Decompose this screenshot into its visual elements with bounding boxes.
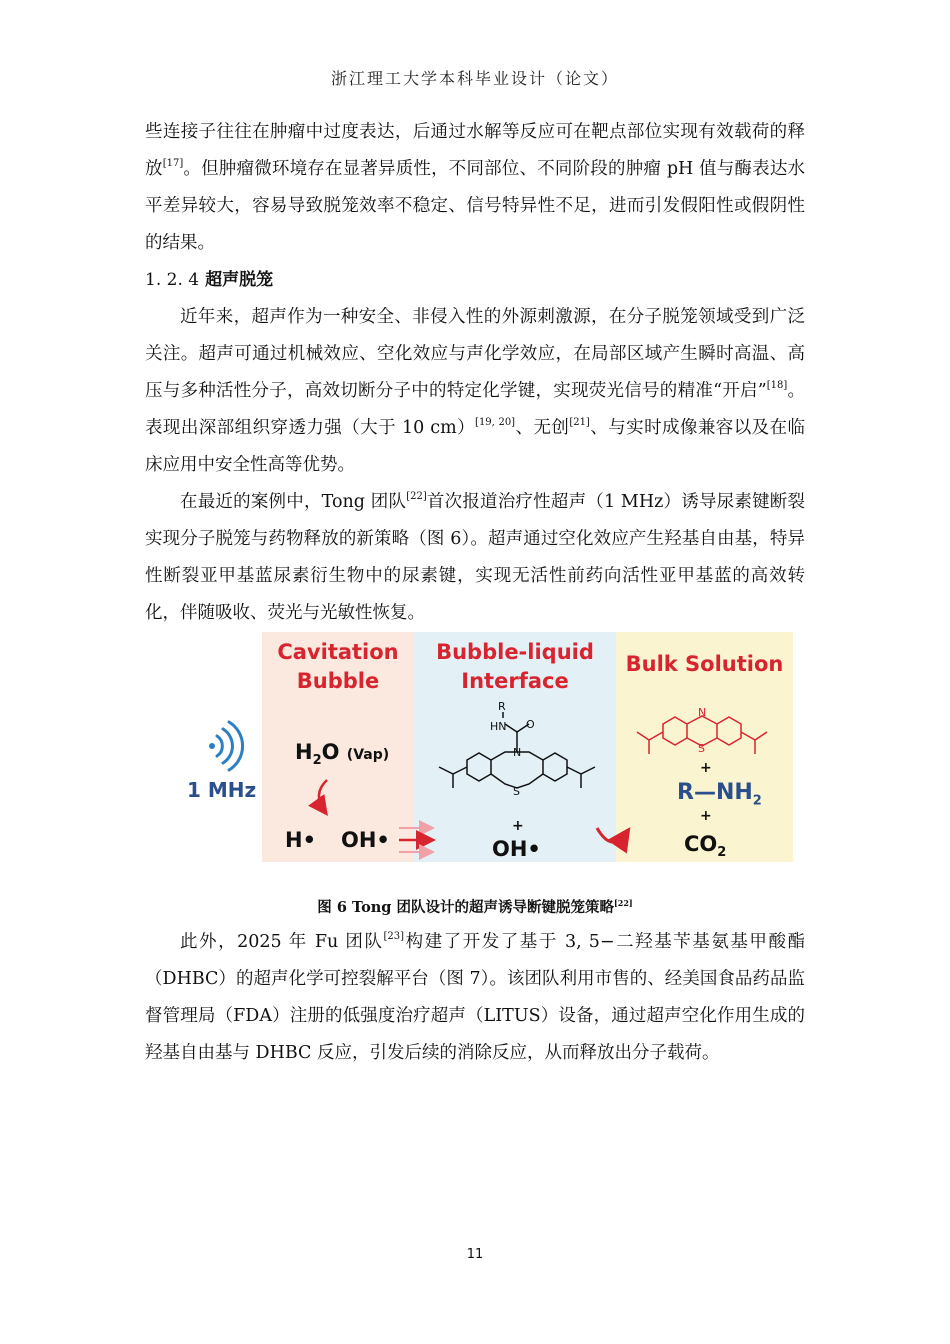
co2-c: CO xyxy=(684,832,718,856)
text-run: 首次报道治疗性超声（1 MHz）诱导尿素键断裂实现分子脱笼与药物释放的新策略（图 6）。超声通过空化效应产生羟基自由基，特异性断裂亚甲基蓝尿素衍生物中的尿素键，实现无活性前药向活性亚甲基蓝的高效转化，伴随吸收、荧光与光敏性恢复。 xyxy=(145,492,805,623)
citation-ref: [22] xyxy=(614,898,633,908)
figure-6 xyxy=(187,632,793,862)
title-line: Bubble xyxy=(296,669,380,693)
plus-sign: + xyxy=(700,760,712,776)
atom-r: R xyxy=(498,700,506,713)
figure-caption xyxy=(0,896,950,917)
text-run: 在最近的案例中，Tong 团队 xyxy=(180,492,407,512)
curved-arrow xyxy=(319,780,327,812)
page-number: 11 xyxy=(466,1247,484,1262)
text-run: 。表现出深部组织穿透力强（大于 10 cm） xyxy=(145,381,806,438)
co2-sub: 2 xyxy=(717,845,727,861)
citation-ref: [21] xyxy=(569,417,590,428)
hydroxyl-radical-label: OH• xyxy=(341,828,390,852)
arrows-to-interface xyxy=(399,828,431,852)
co2-label xyxy=(684,832,726,860)
curved-arrow-bulk xyxy=(597,828,627,842)
atom-o: O xyxy=(526,718,535,731)
section-number: 1. 2. 4 xyxy=(145,270,200,290)
title-line: Bubble-liquid xyxy=(436,640,594,664)
vap-label: (Vap) xyxy=(346,747,390,763)
citation-ref: [18] xyxy=(766,380,788,391)
hydroxyl-radical-label-2: OH• xyxy=(492,837,541,861)
atom-s-mb: S xyxy=(698,742,705,755)
amine-sub: 2 xyxy=(752,793,762,809)
hydrogen-radical-label: H• xyxy=(285,828,316,852)
text-run: 。但肿瘤微环境存在显著异质性，不同部位、不同阶段的肿瘤 pH 值与酶表达水平差异较大，容易导致脱笼效率不稳定、信号特异性不足，进而引发假阳性或假阴性的结果。 xyxy=(145,159,806,253)
paragraph xyxy=(145,484,805,632)
amine-r: R—NH xyxy=(677,780,753,805)
text-run: 些连接子往往在肿瘤中过度表达，后通过水解等反应可在靶点部位实现有效载荷的释放 xyxy=(145,122,805,179)
atom-n-mb: N xyxy=(698,706,707,719)
section-title: 超声脱笼 xyxy=(205,270,274,290)
text-run: 、无创 xyxy=(515,418,570,438)
h2o-h: H xyxy=(295,740,313,764)
plus-sign: + xyxy=(700,808,712,824)
paragraph-after-figure xyxy=(145,924,805,1072)
h2o-sub: 2 xyxy=(312,753,322,769)
title-line: Cavitation xyxy=(277,640,399,664)
atom-s: S xyxy=(513,785,520,798)
paragraph xyxy=(145,924,805,1072)
citation-ref: [22] xyxy=(406,491,427,502)
frequency-label: 1 MHz xyxy=(187,778,257,802)
atom-hn: HN xyxy=(490,720,507,733)
figure-drawing xyxy=(187,632,793,862)
citation-ref: [23] xyxy=(383,931,405,942)
plus-sign: + xyxy=(512,818,524,834)
panel-title-bulk: Bulk Solution xyxy=(625,652,784,676)
text-run: 此外，2025 年 Fu 团队 xyxy=(180,932,384,952)
running-header: 浙江理工大学本科毕业设计（论文） xyxy=(330,69,619,88)
atom-n: N xyxy=(513,746,522,759)
text-run: 近年来，超声作为一种安全、非侵入性的外源刺激源，在分子脱笼领域受到广泛关注。超声可通过机械效应、空化效应与声化学效应，在局部区域产生瞬时高温、高压与多种活性分子，高效切断分子中的特定化学键，实现荧光信号的精准“开启” xyxy=(145,307,805,401)
text-run: 、与实时成像兼容以及在临床应用中安全性高等优势。 xyxy=(145,418,806,475)
caption-text: 图 6 Tong 团队设计的超声诱导断键脱笼策略 xyxy=(317,899,614,916)
title-line: Interface xyxy=(461,669,569,693)
h2o-o: O xyxy=(321,740,340,764)
text-run: 构建了开发了基于 3, 5−二羟基苄基氨基甲酸酯（DHBC）的超声化学可控裂解平台（图 7）。该团队利用市售的、经美国食品药品监督管理局（FDA）注册的低强度治疗超声（LITUS）设备，通过超声空化作用生成的羟基自由基与 DHBC 反应，引发后续的消除反应，从而释放出分子载荷。 xyxy=(145,932,805,1063)
paragraph xyxy=(145,299,805,484)
atom-labels xyxy=(490,700,706,798)
citation-ref: [17] xyxy=(162,158,184,169)
amine-label xyxy=(677,780,762,808)
section-heading xyxy=(145,262,805,299)
ultrasound-waves-icon xyxy=(209,722,243,770)
water-vapor-label xyxy=(295,740,389,768)
section-body xyxy=(145,262,805,632)
paragraph-continued xyxy=(145,114,805,262)
citation-ref: [19, 20] xyxy=(475,417,516,428)
